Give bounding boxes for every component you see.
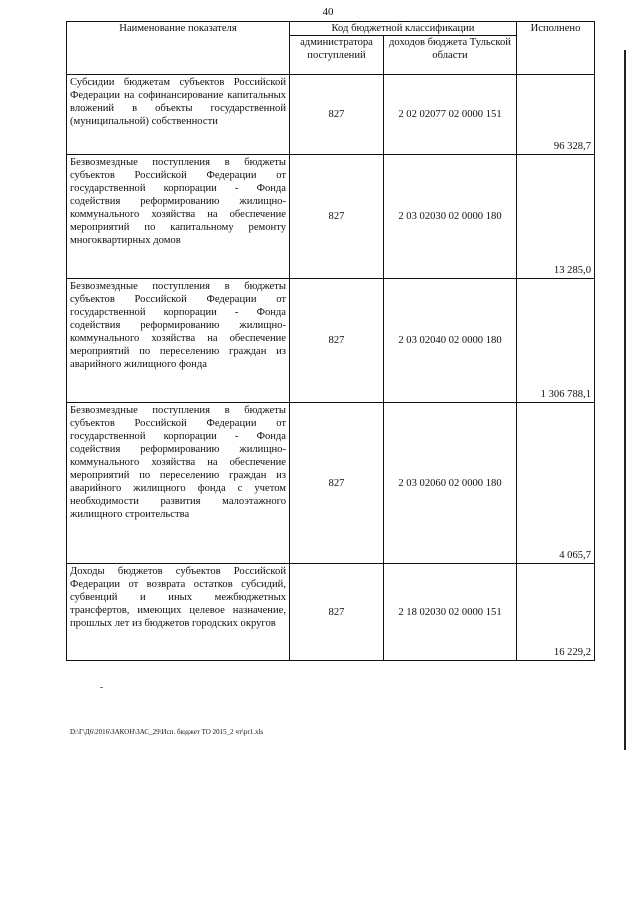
scan-mark: [100, 687, 103, 688]
row-name: Безвозмездные поступления в бюджеты субъектов Российской Федерации от государственной корпорации - Фонда содействия реформированию жилищно-коммунального хозяйства на обеспечение мероприятий по переселению граждан из аварийного жилищного фонда: [67, 279, 290, 403]
row-admin-code: 827: [290, 564, 384, 661]
table-row: [67, 279, 595, 403]
row-amount: 16 229,2: [517, 564, 595, 661]
table-row: [67, 403, 595, 564]
scan-edge-line: [624, 50, 626, 750]
table-row: [67, 75, 595, 155]
table-row: [67, 155, 595, 279]
row-income-code: 2 03 02030 02 0000 180: [384, 155, 517, 279]
row-admin-code: 827: [290, 155, 384, 279]
row-name: Доходы бюджетов субъектов Российской Федерации от возврата остатков субсидий, субвенций и иных межбюджетных трансфертов, имеющих целевое назначение, прошлых лет из бюджетов городских округов: [67, 564, 290, 661]
row-amount: 13 285,0: [517, 155, 595, 279]
row-admin-code: 827: [290, 403, 384, 564]
row-name: Субсидии бюджетам субъектов Российской Федерации на софинансирование капитальных вложений в объекты государственной (муниципальной) собственности: [67, 75, 290, 155]
row-income-code: 2 02 02077 02 0000 151: [384, 75, 517, 155]
header-code-group: Код бюджетной классификации: [290, 22, 517, 36]
row-name: Безвозмездные поступления в бюджеты субъектов Российской Федерации от государственной корпорации - Фонда содействия реформированию жилищно-коммунального хозяйства на обеспечение мероприятий по капитальному ремонту многоквартирных домов: [67, 155, 290, 279]
header-name: Наименование показателя: [67, 22, 290, 75]
row-income-code: 2 18 02030 02 0000 151: [384, 564, 517, 661]
row-amount: 4 065,7: [517, 403, 595, 564]
budget-table: [66, 21, 595, 661]
row-amount: 1 306 788,1: [517, 279, 595, 403]
header-income: доходов бюджета Тульской области: [384, 36, 517, 75]
row-admin-code: 827: [290, 279, 384, 403]
row-income-code: 2 03 02040 02 0000 180: [384, 279, 517, 403]
row-name: Безвозмездные поступления в бюджеты субъектов Российской Федерации от государственной корпорации - Фонда содействия реформированию жилищно-коммунального хозяйства на обеспечение мероприятий по переселению граждан из аварийного жилищного фонда с учетом необходимости развития малоэтажного жилищного строительства: [67, 403, 290, 564]
footer-file-path: D:\Г\Д6\2016\ЗАКОН\ЗАС_29\Исп. бюджет ТО 2015_2 чт\pr1.xls: [70, 728, 264, 736]
row-amount: 96 328,7: [517, 75, 595, 155]
row-income-code: 2 03 02060 02 0000 180: [384, 403, 517, 564]
header-admin: администратора поступлений: [290, 36, 384, 75]
table-row: [67, 564, 595, 661]
row-admin-code: 827: [290, 75, 384, 155]
page-number: 40: [322, 6, 334, 18]
header-executed: Исполнено: [517, 22, 595, 75]
